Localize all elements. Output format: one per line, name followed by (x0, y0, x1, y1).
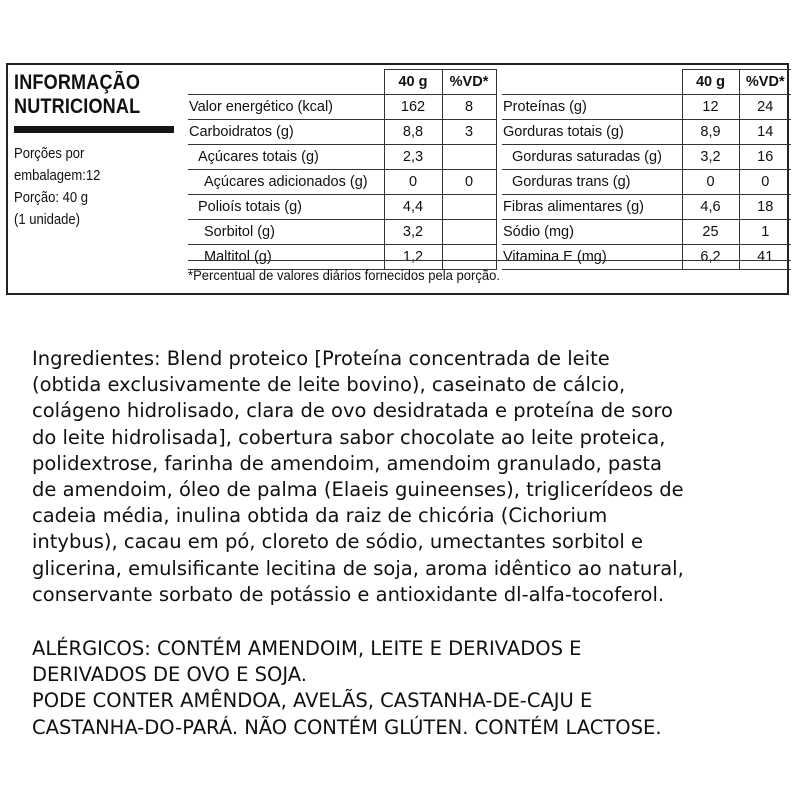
ingredients-line: do leite hidrolisada], cobertura sabor chocolate ao leite proteica, (32, 425, 666, 449)
nutrient-daily-value (442, 220, 496, 245)
table-row (188, 145, 496, 170)
nutrition-table-right (502, 69, 791, 270)
nutrient-daily-value: 16 (739, 145, 791, 170)
table-row (188, 195, 496, 220)
table-row (188, 120, 496, 145)
ingredients-line: colágeno hidrolisado, clara de ovo desidratada e proteína de soro (32, 399, 673, 423)
nutrient-daily-value (442, 145, 496, 170)
table-header-row (502, 70, 791, 95)
nutrient-amount: 2,3 (384, 145, 442, 170)
nutrient-name: Fibras alimentares (g) (502, 195, 682, 220)
nutrient-name: Vitamina E (mg) (502, 245, 682, 270)
table-row (188, 245, 496, 270)
portion-line: embalagem:12 (14, 168, 101, 184)
nutrient-daily-value: 41 (739, 245, 791, 270)
nutrition-table-left (188, 69, 497, 270)
nutrition-facts-label (6, 63, 789, 295)
nutrient-amount: 4,6 (682, 195, 739, 220)
nutrient-name: Carboidratos (g) (188, 120, 384, 145)
nutrient-daily-value (442, 195, 496, 220)
allergens-line: DERIVADOS DE OVO E SOJA. (32, 663, 307, 687)
nutrient-amount: 25 (682, 220, 739, 245)
table-row (502, 120, 791, 145)
table-row (502, 220, 791, 245)
title-divider-bar (14, 126, 174, 133)
header-amount: 40 g (682, 70, 739, 95)
table-row (188, 95, 496, 120)
allergens-line: CASTANHA-DO-PARÁ. NÃO CONTÉM GLÚTEN. CONTÉM LACTOSE. (32, 715, 662, 739)
portion-line: (1 unidade) (14, 212, 81, 228)
table-row (502, 195, 791, 220)
header-blank-cell (188, 70, 384, 95)
nutrient-daily-value (442, 245, 496, 270)
allergens-line: ALÉRGICOS: CONTÉM AMENDOIM, LEITE E DERIVADOS E (32, 637, 582, 660)
table-header-row (188, 70, 496, 95)
table-row (502, 245, 791, 270)
ingredients-text (32, 346, 782, 608)
header-daily-value: %VD* (442, 70, 496, 95)
nutrient-name: Gorduras totais (g) (502, 120, 682, 145)
nutrient-amount: 4,4 (384, 195, 442, 220)
allergens-line: PODE CONTER AMÊNDOA, AVELÃS, CASTANHA-DE-CAJU E (32, 689, 593, 713)
portion-info (14, 143, 182, 231)
nutrient-daily-value: 3 (442, 120, 496, 145)
ingredients-line: glicerina, emulsificante lecitina de soja, aroma idêntico ao natural, (32, 556, 684, 580)
table-row (502, 145, 791, 170)
nutrition-title-panel (14, 71, 182, 231)
nutrient-amount: 12 (682, 95, 739, 120)
ingredients-line: polidextrose, farinha de amendoim, amendoim granulado, pasta (32, 451, 662, 475)
table-row (502, 95, 791, 120)
ingredients-line: de amendoim, óleo de palma (Elaeis guineenses), triglicerídeos de (32, 478, 684, 502)
nutrient-amount: 0 (682, 170, 739, 195)
header-amount: 40 g (384, 70, 442, 95)
nutrient-name: Maltitol (g) (188, 245, 384, 270)
header-blank-cell (502, 70, 682, 95)
ingredients-line: Ingredientes: Blend proteico [Proteína concentrada de leite (32, 347, 610, 370)
nutrient-name: Gorduras saturadas (g) (502, 145, 682, 170)
portion-line: Porção: 40 g (14, 190, 89, 206)
nutrient-amount: 8,9 (682, 120, 739, 145)
nutrient-name: Açúcares totais (g) (188, 145, 384, 170)
label-title-line2: NUTRICIONAL (14, 95, 141, 118)
table-row (188, 220, 496, 245)
table-row (502, 170, 791, 195)
nutrient-amount: 8,8 (384, 120, 442, 145)
nutrient-daily-value: 0 (739, 170, 791, 195)
nutrient-name: Açúcares adicionados (g) (188, 170, 384, 195)
label-title-line1: INFORMAÇÃO (14, 71, 141, 94)
nutrient-daily-value: 14 (739, 120, 791, 145)
nutrient-daily-value: 1 (739, 220, 791, 245)
nutrient-name: Proteínas (g) (502, 95, 682, 120)
nutrient-name: Sódio (mg) (502, 220, 682, 245)
nutrient-name: Polioís totais (g) (188, 195, 384, 220)
nutrient-daily-value: 24 (739, 95, 791, 120)
nutrient-amount: 3,2 (384, 220, 442, 245)
portion-line: Porções por (14, 146, 85, 162)
header-daily-value: %VD* (739, 70, 791, 95)
footnote-divider (188, 260, 791, 261)
allergens-text (32, 636, 782, 741)
table-row (188, 170, 496, 195)
nutrient-amount: 1,2 (384, 245, 442, 270)
nutrient-amount: 162 (384, 95, 442, 120)
nutrient-name: Sorbitol (g) (188, 220, 384, 245)
nutrient-daily-value: 18 (739, 195, 791, 220)
nutrient-amount: 0 (384, 170, 442, 195)
nutrient-daily-value: 0 (442, 170, 496, 195)
ingredients-line: conservante sorbato de potássio e antioxidante dl-alfa-tocoferol. (32, 582, 665, 606)
nutrient-name: Valor energético (kcal) (188, 95, 384, 120)
daily-value-footnote: *Percentual de valores diários fornecidos pela porção. (188, 267, 500, 283)
nutrient-amount: 3,2 (682, 145, 739, 170)
nutrient-name: Gorduras trans (g) (502, 170, 682, 195)
ingredients-line: (obtida exclusivamente de leite bovino), caseinato de cálcio, (32, 373, 626, 397)
ingredients-line: intybus), cacau em pó, cloreto de sódio, umectantes sorbitol e (32, 530, 643, 554)
ingredients-line: cadeia média, inulina obtida da raiz de chicória (Cichorium (32, 504, 608, 528)
nutrient-amount: 6,2 (682, 245, 739, 270)
nutrient-daily-value: 8 (442, 95, 496, 120)
